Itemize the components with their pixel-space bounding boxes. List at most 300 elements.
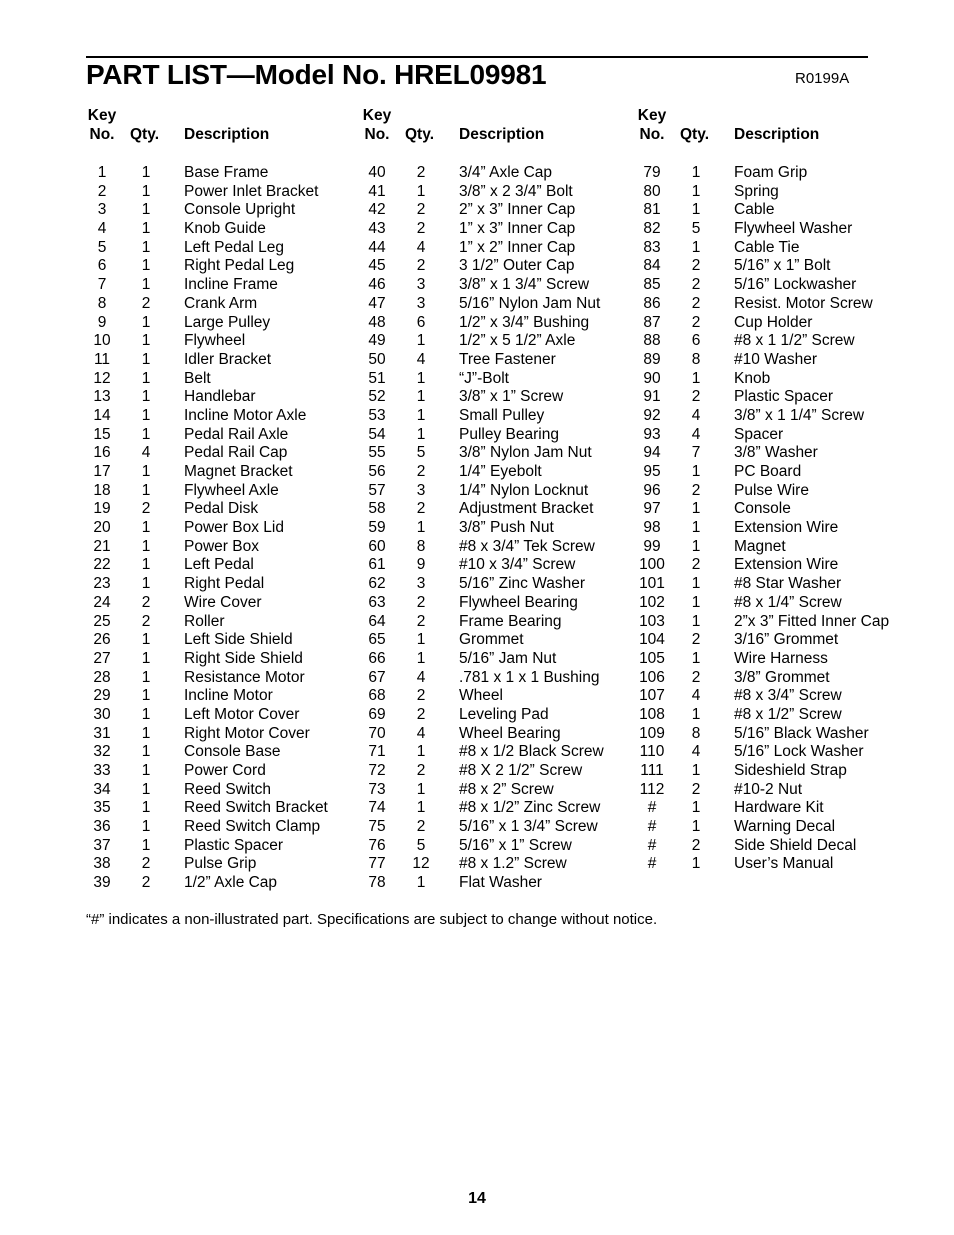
part-qty: 1 (416, 799, 426, 817)
part-description: Large Pulley (184, 313, 271, 331)
part-row (636, 201, 911, 220)
part-key-no: 41 (368, 182, 386, 200)
part-qty: 6 (416, 313, 426, 331)
part-qty: 1 (691, 649, 701, 667)
part-row (636, 631, 911, 650)
part-description: Magnet Bracket (184, 463, 293, 480)
part-row (86, 220, 361, 239)
parts-column-1 (86, 106, 361, 892)
part-qty: 3 (416, 276, 426, 294)
parts-column-3 (636, 106, 911, 873)
part-description: Flywheel (184, 332, 246, 350)
part-description: Resist. Motor Screw (734, 294, 873, 312)
part-description: #8 Star Washer (734, 575, 842, 593)
part-description: Power Box Lid (184, 519, 284, 537)
part-row (636, 463, 911, 482)
part-qty: 2 (691, 556, 701, 574)
part-description: Base Frame (184, 164, 269, 181)
part-description: Handlebar (184, 388, 256, 406)
part-qty: 2 (141, 874, 151, 892)
part-row (86, 519, 361, 538)
part-description: Wire Harness (734, 649, 828, 667)
part-row (86, 669, 361, 688)
part-qty: 1 (141, 631, 151, 649)
part-description: #8 x 3/4” Tek Screw (459, 537, 595, 555)
part-key-no: 33 (93, 762, 111, 779)
part-description: 5/16” x 1” Screw (459, 836, 572, 854)
part-row (86, 594, 361, 613)
part-qty: 4 (691, 743, 701, 761)
part-row (361, 482, 636, 501)
part-description: #8 x 1/2” Screw (734, 705, 842, 723)
part-key-no: 82 (643, 220, 661, 238)
part-key-no: 91 (643, 388, 661, 406)
part-qty: 2 (416, 220, 426, 238)
part-description: Flywheel Axle (184, 481, 279, 499)
part-qty: 1 (141, 220, 151, 238)
part-qty: 1 (141, 780, 151, 798)
part-description: 5/16” x 1” Bolt (734, 257, 831, 275)
part-qty: 1 (141, 537, 151, 555)
parts-rows (86, 164, 361, 893)
part-key-no: 66 (368, 649, 386, 667)
part-qty: 1 (416, 519, 426, 537)
part-key-no: 48 (368, 313, 386, 331)
part-description: Flywheel Bearing (459, 593, 578, 611)
part-row (361, 855, 636, 874)
key-no-header: Key No. (362, 107, 392, 143)
part-qty: 2 (416, 164, 426, 181)
part-description: #10 x 3/4” Screw (459, 556, 576, 574)
part-key-no: 57 (368, 481, 386, 499)
part-row (636, 295, 911, 314)
part-qty: 7 (691, 444, 701, 462)
part-key-no: 94 (643, 444, 661, 462)
part-qty: 2 (691, 481, 701, 499)
part-qty: 1 (691, 519, 701, 537)
part-qty: 2 (416, 762, 426, 779)
part-row (361, 781, 636, 800)
part-description: Incline Motor (184, 687, 273, 705)
part-row (86, 201, 361, 220)
part-description: 3/8” x 2 3/4” Bolt (459, 182, 573, 200)
part-row (361, 762, 636, 781)
part-description: Wire Cover (184, 593, 262, 611)
part-description: Sideshield Strap (734, 762, 847, 779)
part-key-no: 101 (639, 575, 665, 593)
part-row (86, 463, 361, 482)
part-qty: 1 (141, 182, 151, 200)
part-qty: 1 (416, 182, 426, 200)
part-key-no: 31 (93, 724, 111, 742)
part-description: 3/16” Grommet (734, 631, 839, 649)
part-row (86, 613, 361, 632)
part-row (636, 257, 911, 276)
part-key-no: 71 (368, 743, 386, 761)
part-key-no: 28 (93, 668, 111, 686)
part-description: 3/8” Grommet (734, 668, 830, 686)
part-key-no: 95 (643, 463, 661, 480)
part-qty: 1 (691, 537, 701, 555)
part-row (636, 799, 911, 818)
parts-rows (361, 164, 636, 893)
part-description: 3/8” x 1” Screw (459, 388, 564, 406)
part-row (361, 669, 636, 688)
part-row (361, 613, 636, 632)
part-row (86, 444, 361, 463)
part-description: Console Base (184, 743, 281, 761)
part-row (361, 575, 636, 594)
part-key-no: 87 (643, 313, 661, 331)
part-key-no: 78 (368, 874, 386, 892)
part-key-no: # (647, 836, 657, 854)
part-description: 3/4” Axle Cap (459, 164, 553, 181)
part-qty: 1 (416, 649, 426, 667)
part-key-no: 3 (97, 201, 107, 219)
part-key-no: 56 (368, 463, 386, 480)
part-qty: 2 (141, 612, 151, 630)
part-row (86, 164, 361, 183)
part-description: #8 x 1/4” Screw (734, 593, 842, 611)
part-key-no: 86 (643, 294, 661, 312)
part-description: Small Pulley (459, 406, 545, 424)
part-description: 3 1/2” Outer Cap (459, 257, 575, 275)
part-row (86, 426, 361, 445)
part-row (361, 687, 636, 706)
part-row (636, 239, 911, 258)
part-qty: 1 (416, 388, 426, 406)
qty-header: Qty. (130, 126, 159, 143)
part-key-no: 6 (97, 257, 107, 275)
part-key-no: 30 (93, 705, 111, 723)
part-description: Grommet (459, 631, 524, 649)
part-key-no: 77 (368, 855, 386, 873)
part-row (636, 613, 911, 632)
part-row (361, 631, 636, 650)
part-description: User’s Manual (734, 855, 834, 873)
part-row (636, 594, 911, 613)
part-description: Cable Tie (734, 238, 800, 256)
part-description: Pulse Wire (734, 481, 809, 499)
part-qty: 1 (691, 855, 701, 873)
part-description: Console Upright (184, 201, 296, 219)
part-description: Pedal Rail Axle (184, 425, 289, 443)
part-qty: 1 (141, 649, 151, 667)
part-qty: 4 (691, 687, 701, 705)
part-row (361, 874, 636, 893)
part-row (636, 725, 911, 744)
description-header: Description (734, 126, 820, 143)
part-key-no: 15 (93, 425, 111, 443)
part-description: Plastic Spacer (184, 836, 284, 854)
part-row (636, 426, 911, 445)
part-description: Resistance Motor (184, 668, 305, 686)
description-header: Description (184, 126, 270, 143)
part-key-no: 37 (93, 836, 111, 854)
part-key-no: 39 (93, 874, 111, 892)
part-qty: 1 (141, 276, 151, 294)
part-key-no: 100 (639, 556, 665, 574)
part-description: Wheel (459, 687, 503, 705)
part-qty: 1 (141, 519, 151, 537)
part-description: 5/16” Jam Nut (459, 649, 557, 667)
part-key-no: 26 (93, 631, 111, 649)
part-qty: 1 (691, 762, 701, 779)
page-number: 14 (468, 1190, 486, 1207)
part-row (636, 444, 911, 463)
part-description: “J”-Bolt (459, 369, 509, 387)
part-qty: 1 (141, 388, 151, 406)
part-key-no: 63 (368, 593, 386, 611)
part-description: 1/2” x 3/4” Bushing (459, 313, 590, 331)
part-row (361, 500, 636, 519)
part-row (636, 351, 911, 370)
part-key-no: 35 (93, 799, 111, 817)
part-key-no: 45 (368, 257, 386, 275)
part-key-no: 99 (643, 537, 661, 555)
part-description: Wheel Bearing (459, 724, 561, 742)
part-key-no: 106 (639, 668, 665, 686)
part-description: 3/8” x 1 1/4” Screw (734, 406, 865, 424)
part-description: Foam Grip (734, 164, 808, 181)
part-row (361, 332, 636, 351)
part-description: 5/16” Zinc Washer (459, 575, 586, 593)
part-row (361, 837, 636, 856)
part-row (361, 351, 636, 370)
part-qty: 1 (691, 705, 701, 723)
part-key-no: 104 (639, 631, 665, 649)
part-key-no: 84 (643, 257, 661, 275)
qty-header: Qty. (680, 126, 709, 143)
part-description: Extension Wire (734, 556, 839, 574)
part-qty: 1 (141, 201, 151, 219)
part-qty: 1 (691, 238, 701, 256)
part-row (361, 594, 636, 613)
part-row (86, 183, 361, 202)
part-qty: 2 (416, 705, 426, 723)
part-qty: 1 (691, 500, 701, 518)
part-description: #8 x 1/2 Black Screw (459, 743, 604, 761)
part-row (636, 388, 911, 407)
part-description: 3/8” Push Nut (459, 519, 554, 537)
part-row (361, 426, 636, 445)
part-description: Hardware Kit (734, 799, 824, 817)
part-description: Tree Fastener (459, 350, 556, 368)
part-key-no: 68 (368, 687, 386, 705)
part-qty: 2 (416, 818, 426, 836)
part-row (361, 239, 636, 258)
part-description: Belt (184, 369, 211, 387)
part-description: 5/16” Nylon Jam Nut (459, 294, 601, 312)
part-row (86, 687, 361, 706)
key-no-header: Key No. (637, 107, 667, 143)
part-key-no: 10 (93, 332, 111, 350)
part-qty: 1 (141, 705, 151, 723)
part-row (86, 874, 361, 893)
part-row (86, 631, 361, 650)
part-row (86, 351, 361, 370)
part-row (86, 725, 361, 744)
part-row (361, 257, 636, 276)
part-key-no: 44 (368, 238, 386, 256)
part-row (636, 482, 911, 501)
part-row (361, 818, 636, 837)
part-description: Extension Wire (734, 519, 839, 537)
part-key-no: 83 (643, 238, 661, 256)
part-row (636, 183, 911, 202)
part-qty: 1 (141, 481, 151, 499)
part-key-no: 36 (93, 818, 111, 836)
part-row (636, 837, 911, 856)
part-row (86, 482, 361, 501)
part-row (86, 855, 361, 874)
part-description: Adjustment Bracket (459, 500, 594, 518)
part-description: Idler Bracket (184, 350, 272, 368)
part-key-no: 81 (643, 201, 661, 219)
part-key-no: 7 (97, 276, 107, 294)
part-description: Crank Arm (184, 294, 258, 312)
part-key-no: 11 (93, 350, 111, 368)
part-description: Left Side Shield (184, 631, 293, 649)
part-row (636, 538, 911, 557)
part-qty: 1 (416, 369, 426, 387)
part-qty: 1 (141, 556, 151, 574)
part-qty: 1 (141, 164, 151, 181)
part-row (636, 650, 911, 669)
part-description: Reed Switch Bracket (184, 799, 328, 817)
part-key-no: 47 (368, 294, 386, 312)
part-qty: 4 (416, 238, 426, 256)
part-row (361, 314, 636, 333)
part-description: Left Pedal (184, 556, 254, 574)
part-qty: 1 (141, 836, 151, 854)
part-key-no: 14 (93, 406, 111, 424)
key-no-header: Key No. (87, 107, 117, 143)
column-header (86, 106, 361, 146)
part-qty: 1 (141, 668, 151, 686)
part-key-no: 59 (368, 519, 386, 537)
part-description: Reed Switch (184, 780, 272, 798)
part-description: Right Side Shield (184, 649, 303, 667)
part-description: Cup Holder (734, 313, 813, 331)
part-qty: 1 (141, 799, 151, 817)
part-row (86, 556, 361, 575)
part-description: Pedal Rail Cap (184, 444, 288, 462)
part-row (636, 669, 911, 688)
part-row (361, 463, 636, 482)
part-qty: 1 (141, 350, 151, 368)
part-qty: 1 (141, 743, 151, 761)
part-row (361, 799, 636, 818)
part-key-no: 108 (639, 705, 665, 723)
part-description: Leveling Pad (459, 705, 549, 723)
part-description: Roller (184, 612, 225, 630)
part-description: 5/16” Black Washer (734, 724, 869, 742)
part-qty: 1 (416, 406, 426, 424)
part-description: #8 x 1.2” Screw (459, 855, 567, 873)
part-key-no: 55 (368, 444, 386, 462)
part-key-no: 110 (639, 743, 665, 761)
part-row (636, 781, 911, 800)
part-description: Pedal Disk (184, 500, 259, 518)
part-qty: 2 (416, 612, 426, 630)
part-description: Spring (734, 182, 779, 200)
part-qty: 4 (416, 724, 426, 742)
part-description: #8 x 2” Screw (459, 780, 554, 798)
part-row (361, 388, 636, 407)
part-qty: 2 (691, 631, 701, 649)
part-row (636, 332, 911, 351)
part-key-no: 60 (368, 537, 386, 555)
part-row (86, 743, 361, 762)
part-key-no: 109 (639, 724, 665, 742)
page-title: PART LIST—Model No. HREL09981 (86, 59, 547, 90)
part-qty: 1 (416, 631, 426, 649)
part-qty: 1 (141, 425, 151, 443)
part-qty: 5 (416, 444, 426, 462)
part-row (636, 164, 911, 183)
part-key-no: 85 (643, 276, 661, 294)
part-key-no: 21 (93, 537, 111, 555)
part-description: 1/2” Axle Cap (184, 874, 278, 892)
part-qty: 1 (141, 406, 151, 424)
part-description: Power Box (184, 537, 259, 555)
part-qty: 2 (691, 294, 701, 312)
part-row (86, 314, 361, 333)
part-row (86, 781, 361, 800)
part-row (86, 538, 361, 557)
part-row (361, 407, 636, 426)
part-qty: 1 (141, 257, 151, 275)
part-description: #8 x 1 1/2” Screw (734, 332, 855, 350)
part-key-no: 105 (639, 649, 665, 667)
part-qty: 1 (416, 874, 426, 892)
part-qty: 3 (416, 575, 426, 593)
part-description: Side Shield Decal (734, 836, 857, 854)
part-description: 5/16” Lockwasher (734, 276, 857, 294)
part-qty: 3 (416, 294, 426, 312)
part-key-no: 70 (368, 724, 386, 742)
part-row (361, 295, 636, 314)
part-key-no: 9 (97, 313, 107, 331)
description-header: Description (459, 126, 545, 143)
part-description: Incline Frame (184, 276, 278, 294)
part-description: Power Inlet Bracket (184, 182, 319, 200)
part-qty: 2 (416, 500, 426, 518)
part-row (361, 183, 636, 202)
part-qty: 1 (141, 687, 151, 705)
part-key-no: 92 (643, 406, 661, 424)
part-description: Spacer (734, 425, 784, 443)
part-key-no: 88 (643, 332, 661, 350)
part-description: Console (734, 500, 791, 518)
part-key-no: 51 (368, 369, 386, 387)
part-qty: 2 (691, 276, 701, 294)
part-qty: 8 (416, 537, 426, 555)
part-description: 1” x 3” Inner Cap (459, 220, 576, 238)
part-key-no: 24 (93, 593, 111, 611)
part-key-no: 54 (368, 425, 386, 443)
part-row (361, 220, 636, 239)
part-description: Left Motor Cover (184, 705, 300, 723)
part-key-no: 8 (97, 294, 107, 312)
part-description: Pulley Bearing (459, 425, 559, 443)
part-key-no: 89 (643, 350, 661, 368)
part-description: 5/16” x 1 3/4” Screw (459, 818, 598, 836)
part-description: Warning Decal (734, 818, 836, 836)
part-key-no: 38 (93, 855, 111, 873)
part-key-no: 46 (368, 276, 386, 294)
